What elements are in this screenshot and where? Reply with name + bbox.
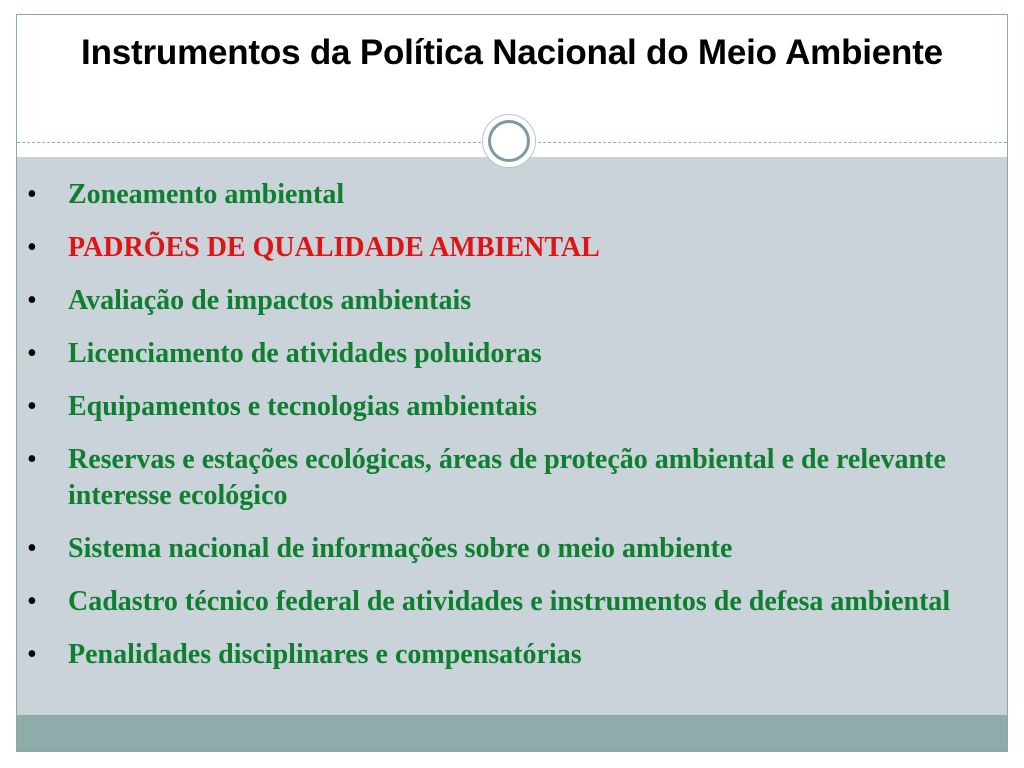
bullet-icon: •	[27, 444, 37, 475]
list-item	[27, 531, 1002, 567]
bullet-icon: •	[27, 338, 37, 369]
list-item	[27, 336, 1002, 372]
bullet-list	[27, 177, 1002, 690]
bullet-icon: •	[27, 639, 37, 670]
bullet-icon: •	[27, 285, 37, 316]
bullet-icon: •	[27, 586, 37, 617]
list-item	[27, 177, 1002, 213]
list-item	[27, 637, 1002, 673]
list-item	[27, 283, 1002, 319]
list-item-text: Avaliação de impactos ambientais	[68, 285, 472, 316]
list-item-text: Equipamentos e tecnologias ambientais	[68, 391, 538, 422]
bullet-icon: •	[27, 533, 37, 564]
list-item-highlighted	[27, 230, 1002, 266]
bullet-icon: •	[27, 179, 37, 210]
list-item	[27, 389, 1002, 425]
bullet-icon: •	[27, 391, 37, 422]
circle-ornament-inner	[488, 120, 530, 162]
footer-band	[17, 715, 1007, 751]
list-item-text: Zoneamento ambiental	[68, 179, 345, 210]
list-item-text: PADRÕES DE QUALIDADE AMBIENTAL	[68, 232, 600, 263]
circle-ornament-icon	[482, 114, 536, 168]
slide	[16, 14, 1008, 752]
list-item-text: Reservas e estações ecológicas, áreas de proteção ambiental e de relevante interesse ecológico	[68, 444, 946, 511]
list-item-text: Cadastro técnico federal de atividades e instrumentos de defesa ambiental	[68, 586, 951, 617]
list-item-text: Sistema nacional de informações sobre o meio ambiente	[68, 533, 733, 564]
slide-title: Instrumentos da Política Nacional do Meio Ambiente	[81, 33, 943, 72]
list-item	[27, 442, 1002, 514]
bullet-icon: •	[27, 232, 37, 263]
list-item	[27, 584, 1002, 620]
list-item-text: Penalidades disciplinares e compensatórias	[68, 639, 582, 670]
list-item-text: Licenciamento de atividades poluidoras	[68, 338, 542, 369]
